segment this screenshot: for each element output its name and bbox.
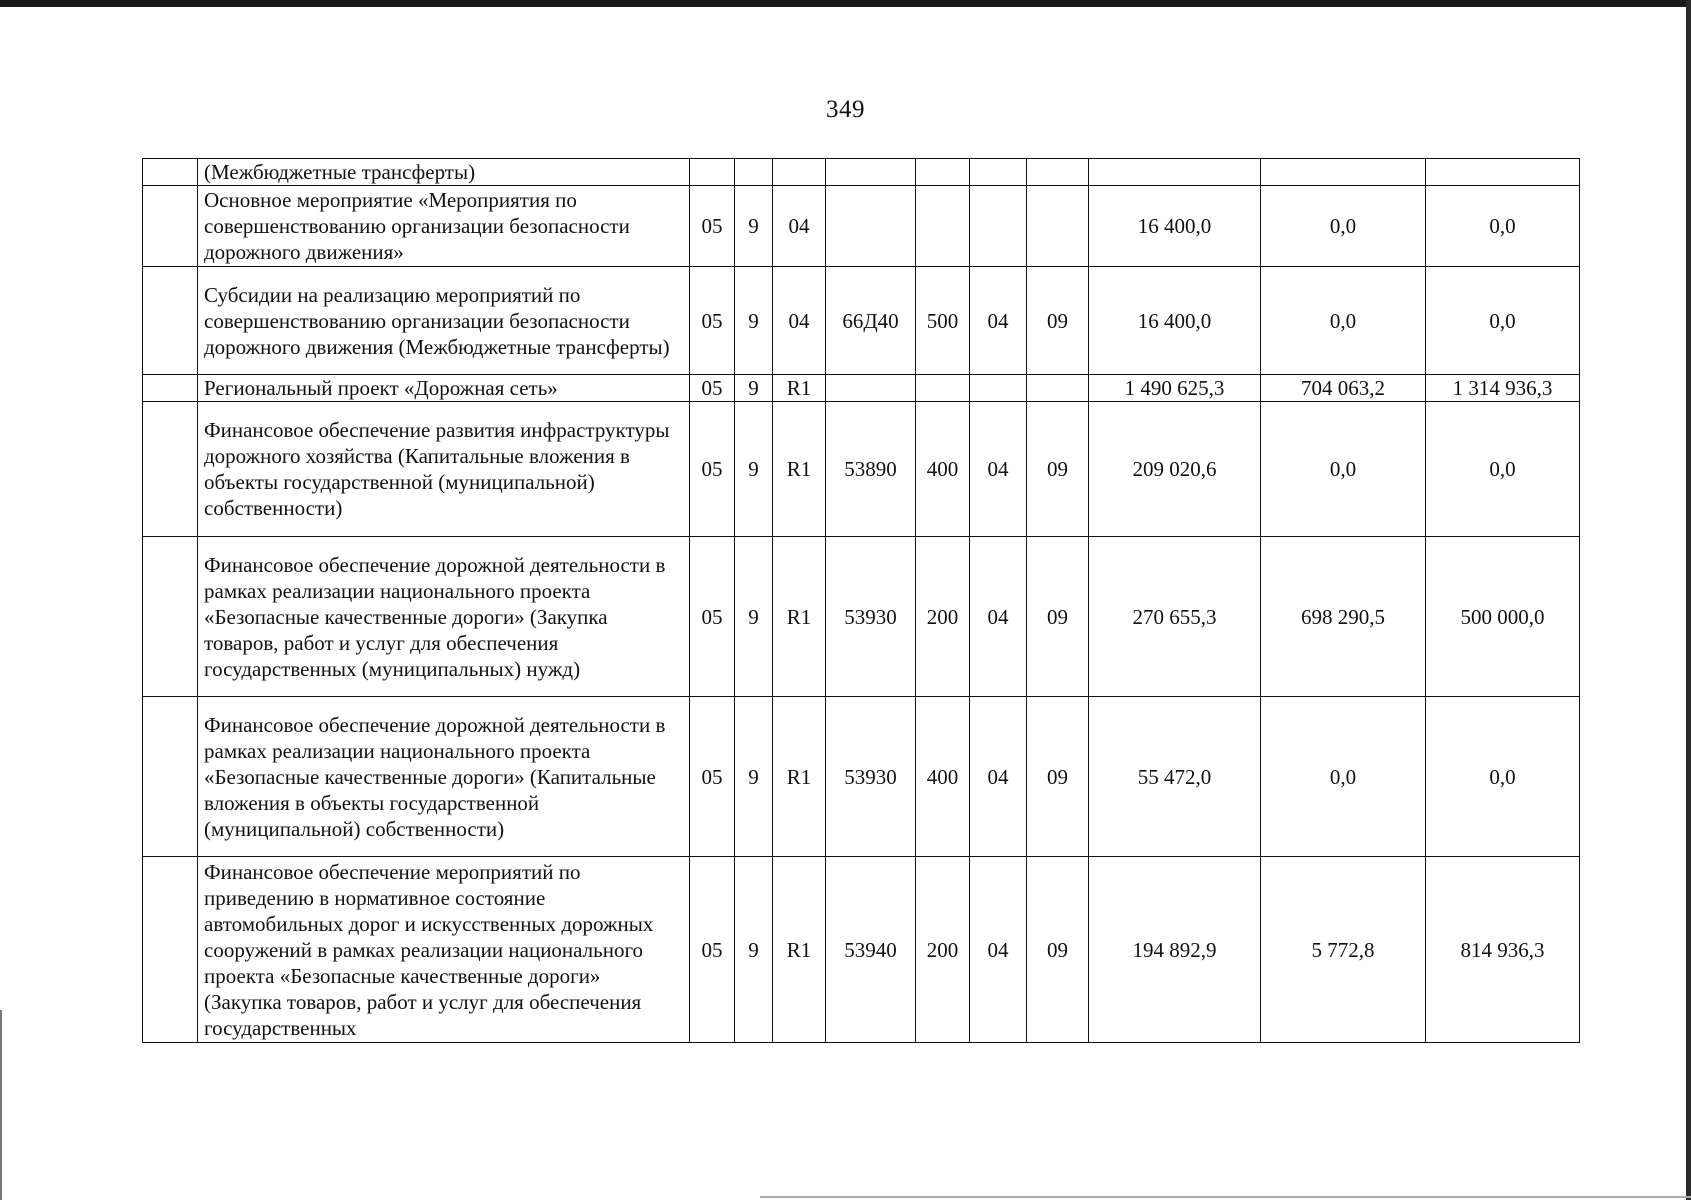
table-row — [143, 186, 1580, 267]
code-cell: 200 — [916, 537, 970, 697]
table-row — [143, 537, 1580, 697]
code-cell: 04 — [970, 537, 1027, 697]
code-cell — [690, 159, 735, 186]
code-cell: 05 — [690, 402, 735, 537]
amount-cell: 270 655,3 — [1089, 537, 1261, 697]
code-cell — [735, 159, 773, 186]
code-cell: 400 — [916, 402, 970, 537]
code-cell: 04 — [970, 402, 1027, 537]
budget-table — [142, 158, 1580, 1043]
amount-cell: 194 892,9 — [1089, 857, 1261, 1043]
code-cell: 05 — [690, 186, 735, 267]
code-cell: 9 — [735, 857, 773, 1043]
code-cell: 66Д40 — [826, 267, 916, 375]
code-cell — [916, 186, 970, 267]
code-cell: 9 — [735, 402, 773, 537]
scan-edge-right — [1686, 0, 1691, 1200]
row-index-cell — [143, 186, 198, 267]
code-cell: 9 — [735, 267, 773, 375]
row-description: Финансовое обеспечение дорожной деятельности в рамках реализации национального проекта «Безопасные качественные дороги» (Закупка товаров, работ и услуг для обеспечения государственных (муниципальных) нужд) — [198, 537, 690, 697]
row-index-cell — [143, 697, 198, 857]
code-cell: 09 — [1027, 857, 1089, 1043]
table-row — [143, 857, 1580, 1043]
row-description: Основное мероприятие «Мероприятия по совершенствованию организации безопасности дорожного движения» — [198, 186, 690, 267]
code-cell: 04 — [970, 267, 1027, 375]
row-index-cell — [143, 857, 198, 1043]
table-row — [143, 375, 1580, 402]
scan-edge-left — [0, 1010, 2, 1200]
code-cell — [1027, 375, 1089, 402]
code-cell: R1 — [773, 375, 826, 402]
code-cell — [916, 375, 970, 402]
table-row — [143, 159, 1580, 186]
code-cell: 500 — [916, 267, 970, 375]
table-row — [143, 267, 1580, 375]
amount-cell — [1089, 159, 1261, 186]
code-cell: 9 — [735, 697, 773, 857]
code-cell: R1 — [773, 537, 826, 697]
code-cell — [916, 159, 970, 186]
row-index-cell — [143, 375, 198, 402]
amount-cell: 5 772,8 — [1261, 857, 1426, 1043]
code-cell: 9 — [735, 186, 773, 267]
code-cell: 53940 — [826, 857, 916, 1043]
amount-cell: 1 490 625,3 — [1089, 375, 1261, 402]
amount-cell: 814 936,3 — [1426, 857, 1580, 1043]
code-cell: 04 — [970, 857, 1027, 1043]
code-cell: 05 — [690, 537, 735, 697]
amount-cell: 0,0 — [1261, 402, 1426, 537]
amount-cell: 704 063,2 — [1261, 375, 1426, 402]
code-cell: 200 — [916, 857, 970, 1043]
row-description: Субсидии на реализацию мероприятий по совершенствованию организации безопасности дорожного движения (Межбюджетные трансферты) — [198, 267, 690, 375]
code-cell: 04 — [970, 697, 1027, 857]
page-number: 349 — [826, 96, 865, 123]
amount-cell: 16 400,0 — [1089, 267, 1261, 375]
code-cell — [826, 375, 916, 402]
amount-cell — [1261, 159, 1426, 186]
code-cell: 09 — [1027, 537, 1089, 697]
code-cell — [1027, 159, 1089, 186]
code-cell: 05 — [690, 857, 735, 1043]
amount-cell: 0,0 — [1426, 186, 1580, 267]
code-cell — [773, 159, 826, 186]
row-description: Финансовое обеспечение развития инфраструктуры дорожного хозяйства (Капитальные вложения в объекты государственной (муниципальной) собственности) — [198, 402, 690, 537]
code-cell: 53930 — [826, 697, 916, 857]
row-description: (Межбюджетные трансферты) — [198, 159, 690, 186]
amount-cell: 698 290,5 — [1261, 537, 1426, 697]
amount-cell: 0,0 — [1426, 402, 1580, 537]
code-cell: R1 — [773, 402, 826, 537]
code-cell: 09 — [1027, 697, 1089, 857]
amount-cell: 0,0 — [1261, 186, 1426, 267]
code-cell: R1 — [773, 857, 826, 1043]
amount-cell: 0,0 — [1261, 697, 1426, 857]
code-cell: R1 — [773, 697, 826, 857]
amount-cell: 16 400,0 — [1089, 186, 1261, 267]
amount-cell: 0,0 — [1426, 267, 1580, 375]
code-cell: 9 — [735, 537, 773, 697]
row-index-cell — [143, 402, 198, 537]
row-description: Финансовое обеспечение мероприятий по приведению в нормативное состояние автомобильных дорог и искусственных дорожных сооружений в рамках реализации национального проекта «Безопасные качественные дороги» (Закупка товаров, работ и услуг для обеспечения государственных — [198, 857, 690, 1043]
row-description: Финансовое обеспечение дорожной деятельности в рамках реализации национального проекта «Безопасные качественные дороги» (Капитальные вложения в объекты государственной (муниципальной) собственности) — [198, 697, 690, 857]
amount-cell: 500 000,0 — [1426, 537, 1580, 697]
code-cell — [1027, 186, 1089, 267]
code-cell: 04 — [773, 186, 826, 267]
amount-cell: 0,0 — [1261, 267, 1426, 375]
amount-cell: 209 020,6 — [1089, 402, 1261, 537]
amount-cell: 1 314 936,3 — [1426, 375, 1580, 402]
code-cell: 9 — [735, 375, 773, 402]
code-cell: 04 — [773, 267, 826, 375]
scan-edge-bottom — [760, 1196, 1691, 1198]
scan-edge-top — [0, 0, 1691, 7]
amount-cell — [1426, 159, 1580, 186]
code-cell: 09 — [1027, 267, 1089, 375]
row-index-cell — [143, 267, 198, 375]
code-cell: 05 — [690, 267, 735, 375]
table-row — [143, 402, 1580, 537]
code-cell — [970, 159, 1027, 186]
code-cell: 05 — [690, 375, 735, 402]
code-cell — [826, 159, 916, 186]
code-cell — [826, 186, 916, 267]
row-description: Региональный проект «Дорожная сеть» — [198, 375, 690, 402]
code-cell: 05 — [690, 697, 735, 857]
table-row — [143, 697, 1580, 857]
row-index-cell — [143, 537, 198, 697]
code-cell: 53930 — [826, 537, 916, 697]
row-index-cell — [143, 159, 198, 186]
amount-cell: 55 472,0 — [1089, 697, 1261, 857]
code-cell: 09 — [1027, 402, 1089, 537]
code-cell — [970, 186, 1027, 267]
code-cell — [970, 375, 1027, 402]
code-cell: 53890 — [826, 402, 916, 537]
amount-cell: 0,0 — [1426, 697, 1580, 857]
code-cell: 400 — [916, 697, 970, 857]
